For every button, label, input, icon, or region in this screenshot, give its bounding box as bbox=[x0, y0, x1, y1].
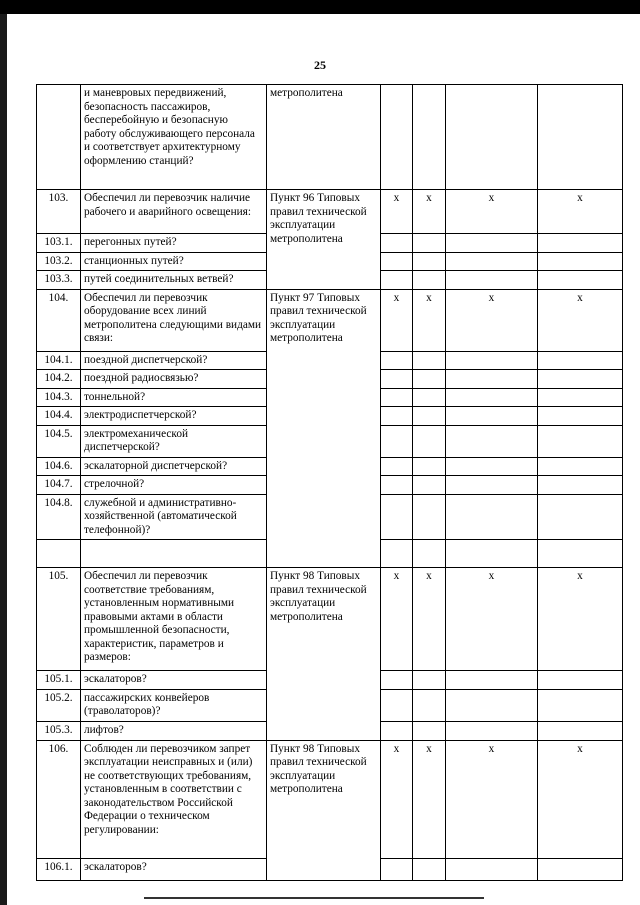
mark-cell bbox=[381, 351, 413, 370]
item-number: 104.5. bbox=[37, 425, 81, 457]
item-number: 104.4. bbox=[37, 407, 81, 426]
mark-cell bbox=[446, 494, 538, 540]
mark-cell bbox=[381, 370, 413, 389]
mark-cell bbox=[381, 671, 413, 690]
mark-cell: x bbox=[413, 568, 446, 671]
mark-cell bbox=[413, 85, 446, 190]
mark-cell: x bbox=[381, 190, 413, 234]
item-question: Обеспечил ли перевозчик оборудование всех линий метрополитена следующими видами связи: bbox=[81, 289, 267, 351]
item-question bbox=[81, 540, 267, 568]
scan-top-edge bbox=[0, 0, 640, 14]
item-reference: Пункт 97 Типовых правил технической эксплуатации метрополитена bbox=[267, 289, 381, 568]
mark-cell bbox=[446, 671, 538, 690]
mark-cell bbox=[413, 425, 446, 457]
mark-cell bbox=[538, 252, 623, 271]
mark-cell bbox=[538, 407, 623, 426]
mark-cell bbox=[413, 858, 446, 880]
mark-cell: x bbox=[413, 740, 446, 858]
mark-cell bbox=[446, 540, 538, 568]
item-question: и маневровых передвижений, безопасность пассажиров, бесперебойную и безопасную работу обслуживающего персонала и соответствует архитектурному оформлению станций? bbox=[81, 85, 267, 190]
checklist-table bbox=[36, 84, 623, 881]
table-row bbox=[37, 190, 623, 234]
item-number: 105. bbox=[37, 568, 81, 671]
item-question: электродиспетчерской? bbox=[81, 407, 267, 426]
item-question: путей соединительных ветвей? bbox=[81, 271, 267, 290]
item-question: электромеханической диспетчерской? bbox=[81, 425, 267, 457]
mark-cell: x bbox=[413, 289, 446, 351]
mark-cell bbox=[446, 252, 538, 271]
mark-cell bbox=[381, 476, 413, 495]
mark-cell bbox=[413, 494, 446, 540]
mark-cell bbox=[446, 234, 538, 253]
mark-cell: x bbox=[538, 568, 623, 671]
mark-cell: x bbox=[381, 740, 413, 858]
mark-cell bbox=[538, 689, 623, 721]
item-question: Обеспечил ли перевозчик наличие рабочего и аварийного освещения: bbox=[81, 190, 267, 234]
item-question: Обеспечил ли перевозчик соответствие требованиям, установленным нормативными правовыми актами в области промышленной безопасности, характеристик, параметров и размеров: bbox=[81, 568, 267, 671]
mark-cell bbox=[446, 425, 538, 457]
item-question: перегонных путей? bbox=[81, 234, 267, 253]
mark-cell bbox=[413, 689, 446, 721]
mark-cell bbox=[413, 457, 446, 476]
mark-cell bbox=[413, 351, 446, 370]
item-question: лифтов? bbox=[81, 721, 267, 740]
item-question: тоннельной? bbox=[81, 388, 267, 407]
mark-cell bbox=[446, 407, 538, 426]
mark-cell: x bbox=[538, 190, 623, 234]
item-number: 104.7. bbox=[37, 476, 81, 495]
mark-cell bbox=[413, 476, 446, 495]
mark-cell bbox=[538, 671, 623, 690]
mark-cell bbox=[446, 689, 538, 721]
mark-cell bbox=[381, 689, 413, 721]
item-number: 104.1. bbox=[37, 351, 81, 370]
item-number: 103.2. bbox=[37, 252, 81, 271]
mark-cell bbox=[413, 540, 446, 568]
item-number: 104.2. bbox=[37, 370, 81, 389]
mark-cell: x bbox=[538, 289, 623, 351]
mark-cell bbox=[381, 388, 413, 407]
item-number bbox=[37, 85, 81, 190]
mark-cell: x bbox=[413, 190, 446, 234]
mark-cell: x bbox=[446, 190, 538, 234]
mark-cell: x bbox=[446, 289, 538, 351]
mark-cell bbox=[538, 476, 623, 495]
mark-cell bbox=[381, 457, 413, 476]
mark-cell bbox=[413, 388, 446, 407]
item-number: 106.1. bbox=[37, 858, 81, 880]
mark-cell: x bbox=[538, 740, 623, 858]
item-question: пассажирских конвейеров (траволаторов)? bbox=[81, 689, 267, 721]
mark-cell: x bbox=[446, 568, 538, 671]
item-number: 104.6. bbox=[37, 457, 81, 476]
item-question: станционных путей? bbox=[81, 252, 267, 271]
item-reference: Пункт 96 Типовых правил технической эксплуатации метрополитена bbox=[267, 190, 381, 290]
mark-cell bbox=[381, 407, 413, 426]
mark-cell bbox=[538, 425, 623, 457]
mark-cell bbox=[381, 425, 413, 457]
item-number: 103. bbox=[37, 190, 81, 234]
item-number: 103.1. bbox=[37, 234, 81, 253]
mark-cell bbox=[538, 85, 623, 190]
table-row bbox=[37, 85, 623, 190]
mark-cell bbox=[538, 351, 623, 370]
table-row bbox=[37, 740, 623, 858]
mark-cell: x bbox=[446, 740, 538, 858]
mark-cell bbox=[381, 494, 413, 540]
scan-bottom-line bbox=[144, 897, 484, 899]
mark-cell bbox=[413, 407, 446, 426]
mark-cell bbox=[538, 457, 623, 476]
item-question: эскалаторной диспетчерской? bbox=[81, 457, 267, 476]
mark-cell bbox=[446, 271, 538, 290]
table-row bbox=[37, 568, 623, 671]
mark-cell bbox=[413, 271, 446, 290]
item-question: эскалаторов? bbox=[81, 858, 267, 880]
item-number: 105.1. bbox=[37, 671, 81, 690]
mark-cell bbox=[413, 370, 446, 389]
item-reference: Пункт 98 Типовых правил технической эксплуатации метрополитена bbox=[267, 568, 381, 741]
item-question: эскалаторов? bbox=[81, 671, 267, 690]
mark-cell bbox=[381, 85, 413, 190]
item-reference: метрополитена bbox=[267, 85, 381, 190]
mark-cell bbox=[446, 476, 538, 495]
mark-cell bbox=[446, 388, 538, 407]
mark-cell bbox=[381, 271, 413, 290]
mark-cell bbox=[538, 234, 623, 253]
mark-cell bbox=[413, 671, 446, 690]
scan-left-edge bbox=[0, 14, 7, 905]
mark-cell bbox=[538, 494, 623, 540]
mark-cell bbox=[538, 540, 623, 568]
mark-cell bbox=[446, 351, 538, 370]
mark-cell bbox=[446, 85, 538, 190]
item-number: 104.3. bbox=[37, 388, 81, 407]
item-reference: Пункт 98 Типовых правил технической эксплуатации метрополитена bbox=[267, 740, 381, 880]
mark-cell bbox=[538, 858, 623, 880]
mark-cell bbox=[538, 721, 623, 740]
mark-cell bbox=[446, 721, 538, 740]
mark-cell: x bbox=[381, 289, 413, 351]
mark-cell bbox=[538, 388, 623, 407]
mark-cell bbox=[381, 234, 413, 253]
mark-cell bbox=[446, 457, 538, 476]
mark-cell: x bbox=[381, 568, 413, 671]
mark-cell bbox=[446, 370, 538, 389]
mark-cell bbox=[538, 271, 623, 290]
item-question: служебной и административно-хозяйственной (автоматической телефонной)? bbox=[81, 494, 267, 540]
page-number: 25 bbox=[314, 58, 326, 72]
item-number: 105.3. bbox=[37, 721, 81, 740]
item-number: 104.8. bbox=[37, 494, 81, 540]
item-question: Соблюден ли перевозчиком запрет эксплуатации неисправных и (или) не соответствующих требованиям, установленным в соответствии с законодательством Российской Федерации о техническом регулировании: bbox=[81, 740, 267, 858]
item-number: 104. bbox=[37, 289, 81, 351]
item-question: поездной диспетчерской? bbox=[81, 351, 267, 370]
item-number: 103.3. bbox=[37, 271, 81, 290]
mark-cell bbox=[413, 252, 446, 271]
item-question: стрелочной? bbox=[81, 476, 267, 495]
mark-cell bbox=[381, 858, 413, 880]
item-number bbox=[37, 540, 81, 568]
mark-cell bbox=[538, 370, 623, 389]
item-question: поездной радиосвязью? bbox=[81, 370, 267, 389]
mark-cell bbox=[446, 858, 538, 880]
mark-cell bbox=[381, 721, 413, 740]
mark-cell bbox=[413, 721, 446, 740]
mark-cell bbox=[381, 540, 413, 568]
item-number: 106. bbox=[37, 740, 81, 858]
mark-cell bbox=[381, 252, 413, 271]
mark-cell bbox=[413, 234, 446, 253]
table-row bbox=[37, 289, 623, 351]
item-number: 105.2. bbox=[37, 689, 81, 721]
